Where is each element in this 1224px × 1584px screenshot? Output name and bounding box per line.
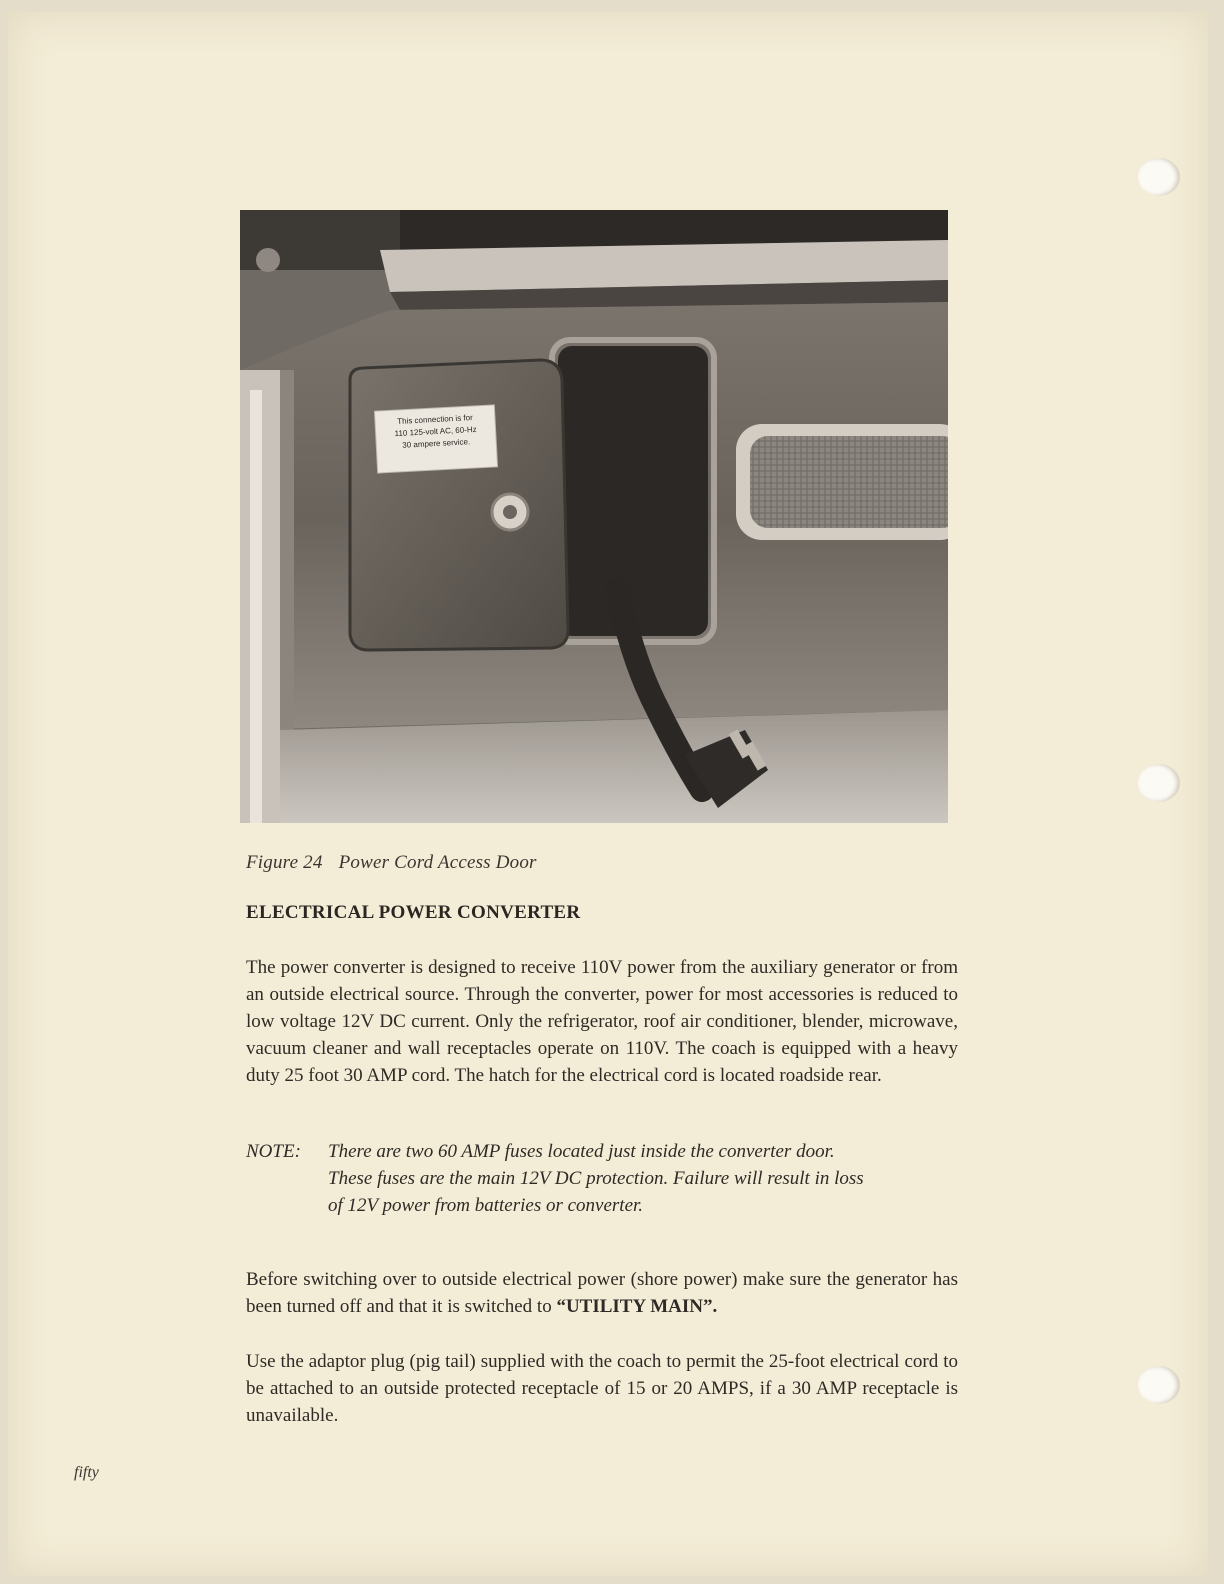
power-cord-access-door-photo bbox=[240, 210, 948, 823]
page-folio: fifty bbox=[74, 1464, 99, 1481]
punch-hole-middle bbox=[1138, 764, 1180, 802]
shore-power-text: Before switching over to outside electrical power (shore power) make sure the generator has been turned off and that it is switched to bbox=[246, 1269, 958, 1317]
punch-hole-top bbox=[1138, 158, 1180, 196]
note-line-2: These fuses are the main 12V DC protection. Failure will result in loss bbox=[328, 1168, 864, 1189]
paragraph-adaptor-plug: Use the adaptor plug (pig tail) supplied with the coach to permit the 25-foot electrical cord to be attached to an outside protected receptacle of 15 or 20 AMPS, if a 30 AMP receptacle is unavailable. bbox=[246, 1351, 958, 1426]
sticker-line-2: 110 125-volt AC, 60-Hz bbox=[394, 424, 477, 439]
note-label: NOTE: bbox=[246, 1141, 301, 1162]
paragraph-power-converter: The power converter is designed to receive 110V power from the auxiliary generator or from an outside electrical source. Through the converter, power for most accessories is reduced to low voltage 12V DC current. Only the refrigerator, roof air conditioner, blender, microwave, vacuum cleaner and wall receptacles operate on 110V. The coach is equipped with a heavy duty 25 foot 30 AMP cord. The hatch for the electrical cord is located roadside rear. bbox=[246, 957, 958, 1086]
figure-title: Power Cord Access Door bbox=[338, 852, 537, 873]
figure-number: Figure 24 bbox=[246, 852, 323, 873]
note-line-3: of 12V power from batteries or converter. bbox=[328, 1195, 644, 1216]
utility-main-label: “UTILITY MAIN”. bbox=[556, 1296, 718, 1317]
sticker-line-1: This connection is for bbox=[396, 413, 473, 426]
sticker-line-3: 30 ampere service. bbox=[402, 437, 471, 450]
punch-hole-bottom bbox=[1138, 1366, 1180, 1404]
note-line-1: There are two 60 AMP fuses located just inside the converter door. bbox=[328, 1141, 835, 1162]
section-heading: ELECTRICAL POWER CONVERTER bbox=[246, 902, 581, 923]
voltage-sticker bbox=[374, 405, 497, 473]
fuse-note bbox=[246, 1138, 966, 1219]
figure-caption bbox=[246, 852, 537, 874]
paragraph-shore-power bbox=[246, 1266, 958, 1320]
